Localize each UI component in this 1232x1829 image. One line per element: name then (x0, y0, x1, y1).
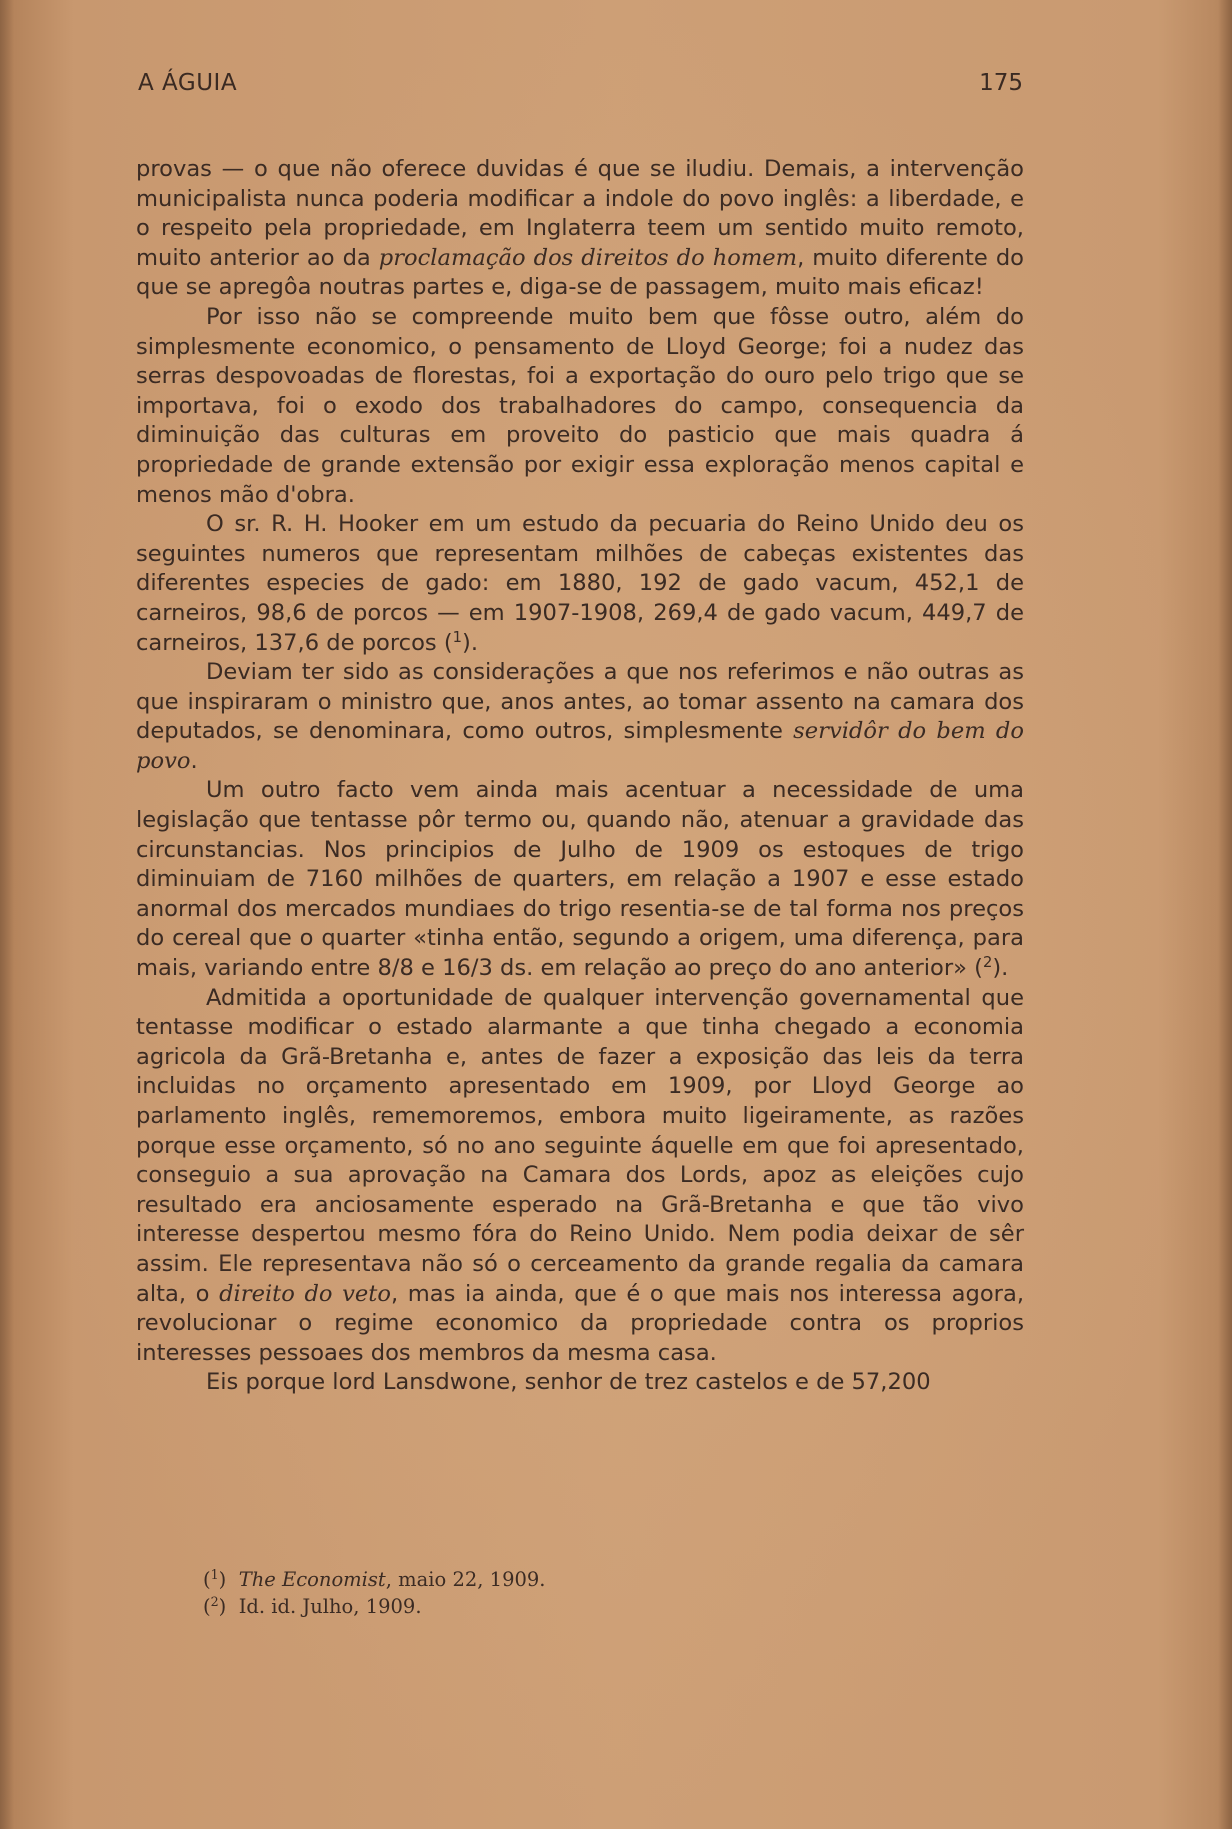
footnote-2: ($^2$) Id. id. Julho, 1909. (203, 1594, 422, 1618)
page-edge-shadow-right (1218, 0, 1232, 1829)
paragraph-6: Admitida a oportunidade de qualquer intervenção governamental que tentasse modificar o estado alarmante a que tinha chegado a economia agricola da Grã-Bretanha e, antes de fazer a exposição das leis da terra incluidas no orçamento apresentado em 1909, por Lloyd George ao parlamento inglês, rememoremos, embora muito ligeiramente, as razões porque esse orçamento, só no ano seguinte áquelle em que foi apresentado, conseguio a sua aprovação na Camara dos Lords, apoz as eleições cujo resultado era anciosamente esperado na Grã-Bretanha e que tão vivo interesse despertou mesmo fóra do Reino Unido. Nem podia deixar de sêr assim. Ele representava não só o cerceamento da grande regalia da camara alta, o direito do veto, mas ia ainda, que é o que mais nos interessa agora, revolucionar o regime economico da propriedade contra os proprios interesses pessoaes dos membros da mesma casa. (136, 984, 1025, 1366)
journal-title: A ÁGUIA (138, 70, 238, 96)
emphasis-text: direito do veto (219, 1280, 391, 1307)
paragraph-3: O sr. R. H. Hooker em um estudo da pecuaria do Reino Unido deu os seguintes numeros que representam milhões de cabeças existentes das diferentes especies de gado: em 1880, 192 de gado vacum, 452,1 de carneiros, 98,6 de porcos — em 1907-1908, 269,4 de gado vacum, 449,7 de carneiros, 137,6 de porcos ($^1$). (136, 511, 1024, 656)
page-edge-shadow-left (0, 0, 14, 1829)
emphasis-text: servidôr do bem do povo (136, 718, 1024, 774)
article-body (136, 155, 1024, 1398)
footnote-source: The Economist (238, 1568, 386, 1591)
page-number: 175 (979, 70, 1023, 96)
running-header (138, 70, 1023, 106)
paragraph-2: Por isso não se compreende muito bem que fôsse outro, além do simplesmente economico, o pensamento de Lloyd George; foi a nudez das serras despovoadas de florestas, foi a exportação do ouro pelo trigo que se importava, foi o exodo dos trabalhadores do campo, consequencia da diminuição das culturas em proveito do pasticio que mais quadra á propriedade de grande extensão por exigir essa exploração menos capital e menos mão d'obra. (136, 303, 1024, 508)
footnote-ref-2: 2 (982, 953, 993, 971)
paragraph-1: provas — o que não oferece duvidas é que se iludiu. Demais, a intervenção municipalista nunca poderia modificar a indole do povo inglês: a liberdade, e o respeito pela propriedade, em Inglaterra teem um sentido muito remoto, muito anterior ao da proclamação dos direitos do homem, muito diferente do que se apregôa noutras partes e, diga-se de passagem, muito mais eficaz! (136, 156, 1024, 301)
paragraph-5: Um outro facto vem ainda mais acentuar a necessidade de uma legislação que tentasse pôr termo ou, quando não, atenuar a gravidade das circunstancias. Nos principios de Julho de 1909 os estoques de trigo diminuiam de 7160 milhões de quarters, em relação a 1907 e esse estado anormal dos mercados mundiaes do trigo resentia-se de tal forma nos preços do cereal que o quarter «tinha então, segundo a origem, uma diferença, para mais, variando entre 8/8 e 16/3 ds. em relação ao preço do ano anterior» ($^2$). (136, 777, 1024, 982)
emphasis-text: proclamação dos direitos do homem (378, 244, 798, 271)
footnote-1: ($^1$) The Economist, maio 22, 1909. (203, 1567, 546, 1591)
paragraph-4: Deviam ter sido as considerações a que nos referimos e não outras as que inspiraram o ministro que, anos antes, ao tomar assento na camara dos deputados, se denominara, como outros, simplesmente servidôr do bem do povo. (136, 659, 1024, 774)
footnote-ref-1: 1 (452, 628, 463, 646)
footnotes (203, 1566, 903, 1620)
paragraph-7: Eis porque lord Lansdwone, senhor de trez castelos e de 57,200 (206, 1369, 931, 1396)
